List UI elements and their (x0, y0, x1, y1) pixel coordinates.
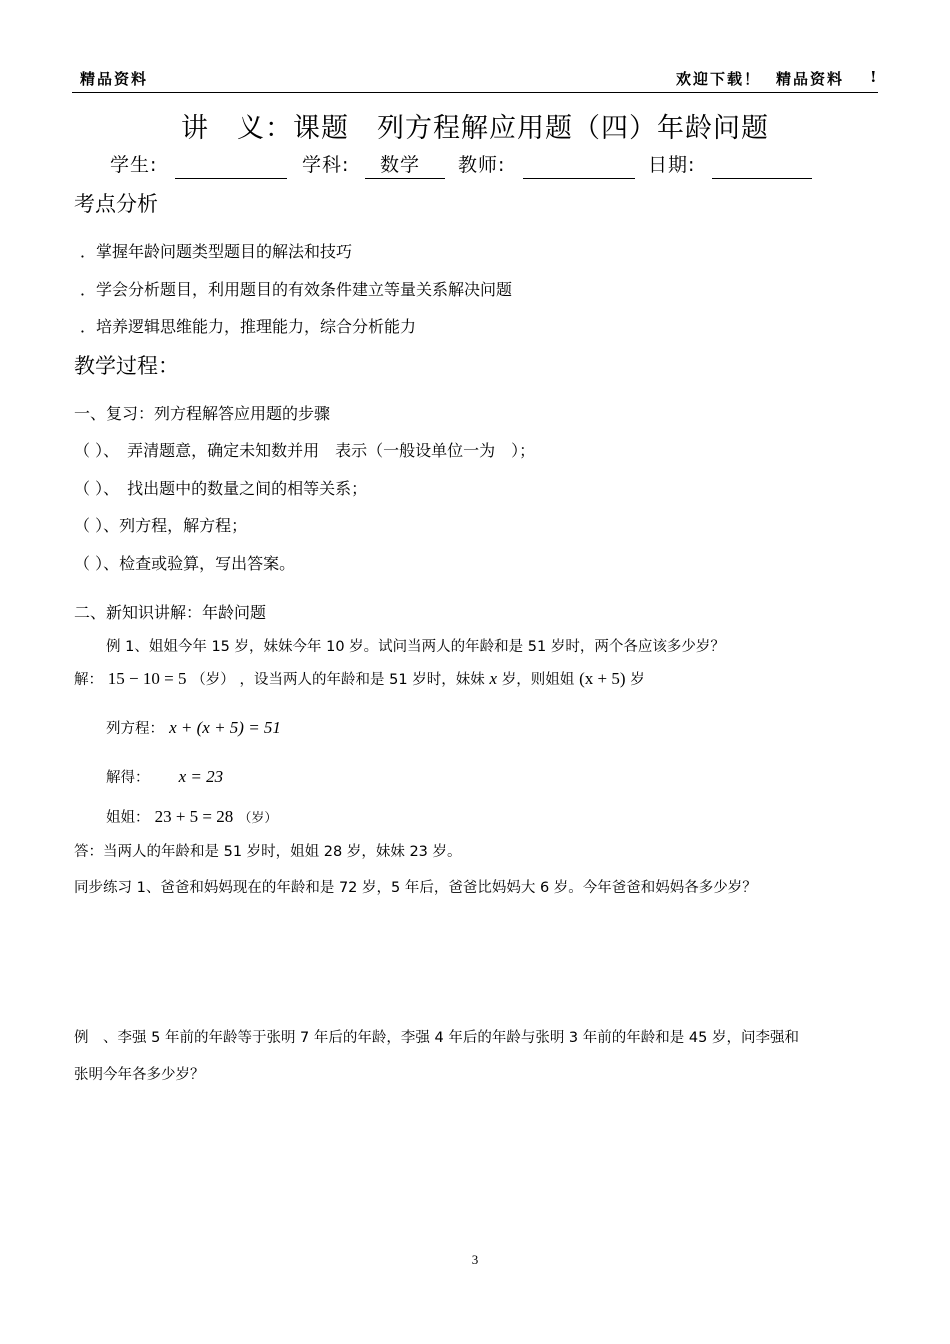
analysis-item-2: ．学会分析题目，利用题目的有效条件建立等量关系解决问题 (80, 280, 513, 299)
header-rule (72, 92, 878, 93)
solve-result: x = 23 (178, 767, 224, 786)
sister-label: 姐姐： (106, 810, 150, 826)
new-knowledge-title: 二、新知识讲解：年龄问题 (74, 603, 267, 622)
subject-blank (365, 178, 445, 179)
equation-line (106, 717, 281, 738)
solve-label: 解得： (106, 770, 150, 786)
teacher-label: 教师: (458, 154, 506, 176)
teacher-blank (523, 178, 635, 179)
solution-unit: （岁） (191, 672, 235, 688)
solution-expr: (x + 5) (579, 669, 626, 688)
student-blank (175, 178, 287, 179)
page-title: 讲 义：课题 列方程解应用题（四）年龄问题 (181, 113, 769, 144)
solution-text-3: 岁 (630, 672, 645, 688)
sister-line (106, 806, 277, 827)
solution-label: 解： (74, 672, 103, 688)
answer: 答：当两人的年龄和是 51 岁时，姐姐 28 岁，妹妹 23 岁。 (74, 844, 462, 860)
sister-calc: 23 + 5 = 28 (154, 807, 234, 826)
example-2-line-1: 例 、李强 5 年前的年龄等于张明 7 年后的年龄，李强 4 年后的年龄与张明 3 年前的年龄和是 45 岁，问李强和 (74, 1030, 799, 1046)
subject-label: 学科: (302, 154, 350, 176)
header-left: 精品资料 (80, 70, 149, 88)
subject-value: 数学 (380, 154, 421, 176)
analysis-item-1: ．掌握年龄问题类型题目的解法和技巧 (80, 242, 353, 261)
equation: x + (x + 5) = 51 (169, 718, 281, 737)
header-right-2: 精品资料 (776, 70, 845, 88)
date-label: 日期: (648, 154, 696, 176)
step-3: （ ）、列方程，解方程； (74, 516, 248, 535)
page-number: 3 (471, 1252, 479, 1267)
example-2-line-2: 张明今年各多少岁？ (74, 1067, 205, 1083)
analysis-item-3: ．培养逻辑思维能力，推理能力，综合分析能力 (80, 317, 417, 336)
solution-text-1: ，设当两人的年龄和是 51 岁时，妹妹 (239, 672, 485, 688)
review-title: 一、复习：列方程解答应用题的步骤 (74, 404, 331, 423)
analysis-heading: 考点分析 (74, 192, 158, 216)
example-1: 例 1、姐姐今年 15 岁，妹妹今年 10 岁。试问当两人的年龄和是 51 岁时，两个各应该多少岁？ (106, 639, 725, 655)
header-right-3: ! (870, 68, 879, 86)
process-heading: 教学过程： (74, 354, 179, 378)
step-1: （ ）、 弄清题意，确定未知数并用 表示（一般设单位一为 ）； (74, 441, 536, 460)
date-blank (712, 178, 812, 179)
solution-var: x (489, 669, 498, 688)
practice-1: 同步练习 1、爸爸和妈妈现在的年龄和是 72 岁，5 年后，爸爸比妈妈大 6 岁。今年爸爸和妈妈各多少岁？ (74, 880, 757, 896)
solution-text-2: 岁，则姐姐 (501, 672, 575, 688)
header-right-1: 欢迎下载！ (676, 70, 762, 88)
sister-unit: （岁） (238, 811, 278, 826)
solution-math: 15 − 10 = 5 (107, 669, 187, 688)
solve-line (106, 766, 223, 787)
step-2: （ ）、 找出题中的数量之间的相等关系； (74, 479, 368, 498)
student-label: 学生: (110, 154, 158, 176)
step-4: （ ）、检查或验算，写出答案。 (74, 554, 296, 573)
solution-line (74, 668, 645, 689)
equation-label: 列方程： (106, 721, 164, 737)
